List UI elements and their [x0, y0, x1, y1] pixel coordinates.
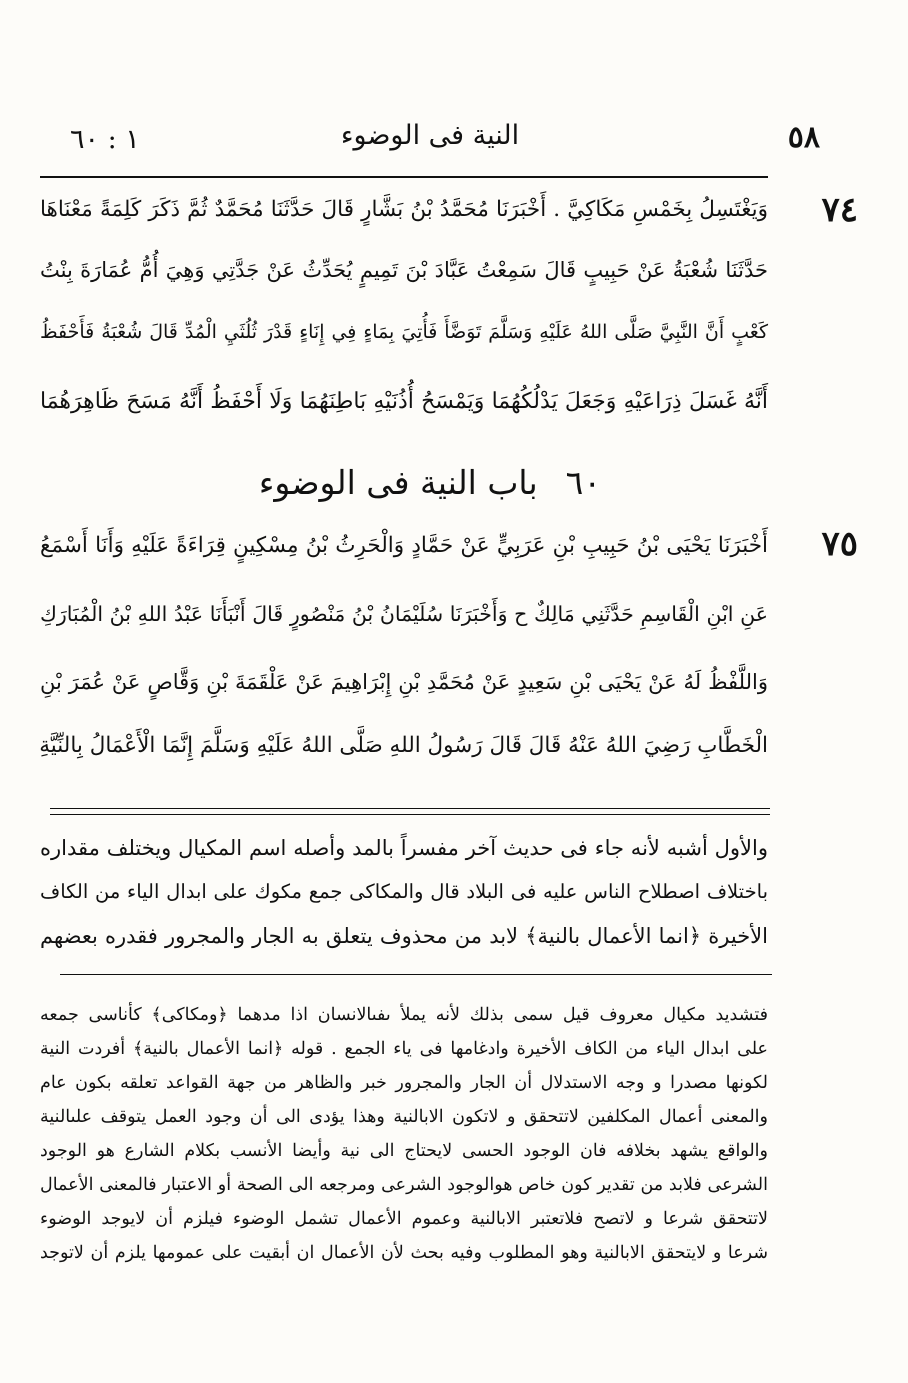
hadith-75-line: أَخْبَرَنَا يَحْيَى بْنُ حَبِيبِ بْنِ عَرَبِيٍّ عَنْ حَمَّادٍ وَالْحَرِثُ بْنُ مِسْكِينٍ قِرَاءَةً عَلَيْهِ وَأَنَا أَسْمَعُ	[40, 533, 768, 558]
hadith-75-line: عَنِ ابْنِ الْقَاسِمِ حَدَّثَنِي مَالِكٌ ح وَأَخْبَرَنَا سُلَيْمَانُ بْنُ مَنْصُورٍ قَالَ أَنْبَأَنَا عَبْدُ اللهِ بْنُ الْمُبَارَكِ	[40, 602, 768, 626]
chapter-number: ٦٠	[565, 463, 602, 502]
commentary-2-line: لكونها مصدرا و وجه الاستدلال أن الجار والمجرور خبر والظاهر من جهة القواعد تعلقه بكون عام	[40, 1073, 768, 1093]
commentary-2-line: شرعا و لايتحقق الابالنية وهو المطلوب وفيه بحث لأن الأعمال ان أبقيت على عمومها يلزم أن لاتوجد	[40, 1243, 768, 1263]
hadith-74-line: حَدَّثَنَا شُعْبَةُ عَنْ حَبِيبٍ قَالَ سَمِعْتُ عَبَّادَ بْنَ تَمِيمٍ يُحَدِّثُ عَنْ جَدَّتِي وَهِيَ أُمُّ عُمَارَةَ بِنْتُ	[40, 258, 768, 282]
commentary-divider	[60, 974, 772, 975]
commentary-1-line: باختلاف اصطلاح الناس عليه فى البلاد قال والمكاكى جمع مكوك على ابدال الياء من الكاف	[40, 880, 768, 903]
header-rule	[40, 176, 768, 178]
hadith-number: ٧٥	[821, 524, 858, 564]
commentary-2-line: على ابدال الياء من الكاف الأخيرة وادغامها فى ياء الجمع . قوله ﴿انما الأعمال بالنية﴾ أفردت النية	[40, 1039, 768, 1059]
hadith-74-line: كَعْبٍ أَنَّ النَّبِيَّ صَلَّى اللهُ عَلَيْهِ وَسَلَّمَ تَوَضَّأَ فَأُتِيَ بِمَاءٍ فِي إِنَاءٍ قَدْرَ ثُلُثَيِ الْمُدِّ قَالَ شُعْبَةُ فَأَحْفَظُ	[40, 321, 768, 343]
commentary-2-line: فتشديد مكيال معروف قيل سمى بذلك لأنه يملأ ىفىالانسان اذا مدهما ﴿ومكاكى﴾ كأناسى جمعه	[40, 1005, 768, 1025]
page-number: ٥٨	[787, 120, 820, 155]
commentary-2-line: والمعنى أعمال المكلفين لاتتحقق و لاتكون الابالنية وهذا يؤدى الى أن وجود العمل يتوقف علىالنية	[40, 1107, 768, 1127]
chapter-title: باب النية فى الوضوء	[258, 463, 538, 502]
chapter-heading	[40, 458, 820, 508]
running-title: النية فى الوضوء	[340, 120, 520, 151]
commentary-2-line: لاتتحقق شرعا و لاتصح فلاتعتبر الابالنية وعموم الأعمال تشمل الوضوء فيلزم أن لايوجد الوضوء	[40, 1209, 768, 1229]
commentary-1-line: والأول أشبه لأنه جاء فى حديث آخر مفسراً بالمد وأصله اسم المكيال ويختلف مقداره	[40, 836, 768, 860]
commentary-2-line: الشرعى فلابد من تقدير كون خاص هوالوجود الشرعى ومرجعه الى الصحة أو الاعتبار فالمعنى الأعمال	[40, 1175, 768, 1195]
text-commentary-divider	[50, 808, 770, 815]
commentary-2-line: والواقع يشهد بخلافه فان الوجود الحسى لايحتاج الى نية وأيضا الأنسب بكلام الشارع هو الوجود	[40, 1141, 768, 1161]
hadith-75-line: وَاللَّفْظُ لَهُ عَنْ يَحْيَى بْنِ سَعِيدٍ عَنْ مُحَمَّدِ بْنِ إِبْرَاهِيمَ عَنْ عَلْقَمَةَ بْنِ وَقَّاصٍ عَنْ عُمَرَ بْنِ	[40, 670, 768, 694]
chapter-reference: ١ : ٦٠	[70, 124, 140, 155]
page-header	[40, 118, 820, 162]
hadith-number: ٧٤	[821, 190, 858, 230]
hadith-74-line: أَنَّهُ غَسَلَ ذِرَاعَيْهِ وَجَعَلَ يَدْلُكُهُمَا وَيَمْسَحُ أُذُنَيْهِ بَاطِنَهُمَا وَلَا أَحْفَظُ أَنَّهُ مَسَحَ ظَاهِرَهُمَا	[40, 389, 768, 414]
commentary-1-line: الأخيرة ﴿انما الأعمال بالنية﴾ لابد من محذوف يتعلق به الجار والمجرور فقدره بعضهم	[40, 924, 768, 948]
hadith-74-line: وَيَغْتَسِلُ بِخَمْسِ مَكَاكِيَّ . أَخْبَرَنَا مُحَمَّدُ بْنُ بَشَّارٍ قَالَ حَدَّثَنَا مُحَمَّدٌ ثُمَّ ذَكَرَ كَلِمَةً مَعْنَاهَا	[40, 197, 768, 222]
hadith-75-line: الْخَطَّابِ رَضِيَ اللهُ عَنْهُ قَالَ قَالَ رَسُولُ اللهِ صَلَّى اللهُ عَلَيْهِ وَسَلَّمَ إِنَّمَا الْأَعْمَالُ بِالنِّيَّةِ	[39, 733, 768, 758]
